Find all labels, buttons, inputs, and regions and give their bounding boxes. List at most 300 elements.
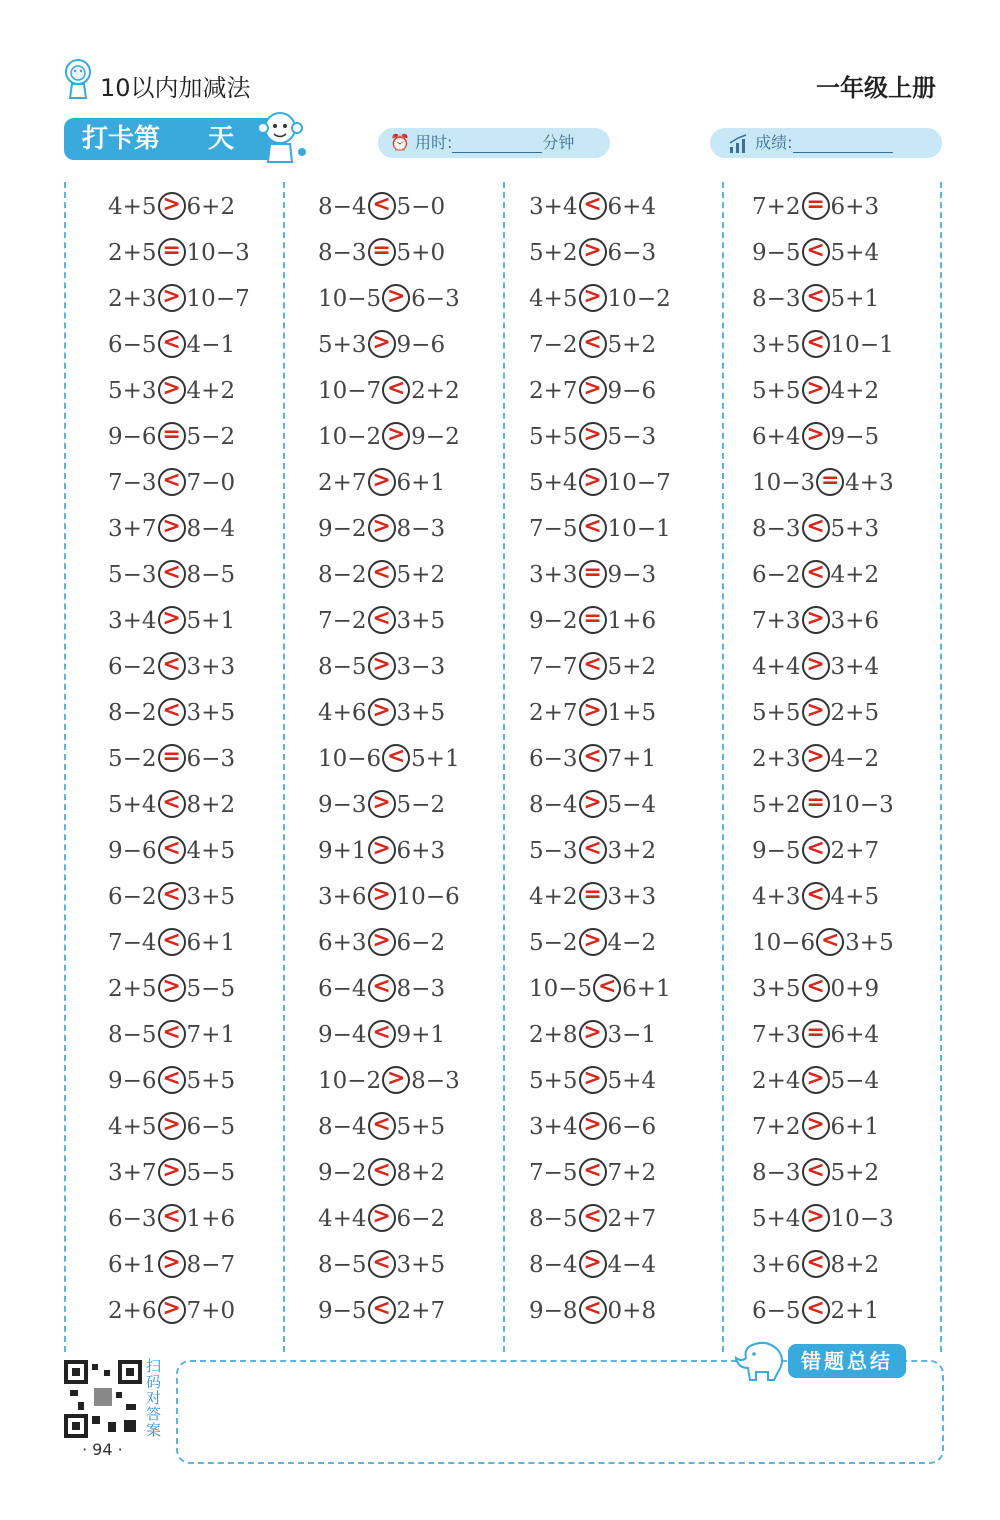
left-expression: 3+4 bbox=[108, 608, 157, 634]
answer-circle[interactable]: < bbox=[368, 1020, 396, 1048]
problem-row bbox=[529, 690, 656, 736]
right-expression: 3+4 bbox=[830, 654, 880, 680]
problem-row bbox=[318, 506, 445, 552]
answer-circle[interactable]: > bbox=[579, 1250, 607, 1278]
left-expression: 7−4 bbox=[108, 930, 157, 956]
answer-circle[interactable]: < bbox=[158, 882, 186, 910]
right-expression: 6−5 bbox=[186, 1114, 236, 1140]
problem-row bbox=[752, 1196, 894, 1242]
problem-row bbox=[752, 782, 894, 828]
left-expression: 3+4 bbox=[529, 1114, 578, 1140]
column-divider bbox=[503, 182, 505, 1352]
left-expression: 10−2 bbox=[318, 1068, 382, 1094]
answer-circle[interactable]: > bbox=[158, 1250, 186, 1278]
right-expression: 4+3 bbox=[845, 470, 894, 496]
left-expression: 4+5 bbox=[529, 286, 578, 312]
problem-row bbox=[529, 184, 656, 230]
left-expression: 2+7 bbox=[318, 470, 367, 496]
answer-circle[interactable]: = bbox=[158, 422, 186, 450]
answer-circle[interactable]: < bbox=[158, 790, 186, 818]
right-expression: 5−4 bbox=[830, 1068, 880, 1094]
left-expression: 5+3 bbox=[108, 378, 157, 404]
answer-circle[interactable]: < bbox=[158, 1020, 186, 1048]
left-expression: 7−3 bbox=[108, 470, 157, 496]
answer-circle[interactable]: = bbox=[802, 1020, 830, 1048]
problem-row bbox=[318, 1242, 445, 1288]
answer-circle[interactable]: > bbox=[368, 836, 396, 864]
answer-circle[interactable]: = bbox=[802, 192, 830, 220]
problem-row bbox=[529, 782, 656, 828]
right-expression: 10−2 bbox=[607, 286, 671, 312]
right-expression: 10−1 bbox=[607, 516, 671, 542]
answer-circle[interactable]: = bbox=[158, 744, 186, 772]
answer-circle[interactable]: = bbox=[579, 882, 607, 910]
right-expression: 3−3 bbox=[396, 654, 446, 680]
right-expression: 6−3 bbox=[186, 746, 236, 772]
answer-circle[interactable]: < bbox=[158, 468, 186, 496]
left-expression: 3+5 bbox=[752, 332, 801, 358]
answer-circle[interactable]: < bbox=[802, 238, 830, 266]
right-expression: 6−2 bbox=[396, 930, 446, 956]
left-expression: 7−7 bbox=[529, 654, 578, 680]
right-expression: 2+7 bbox=[607, 1206, 657, 1232]
answer-circle[interactable]: < bbox=[579, 1296, 607, 1324]
right-expression: 10−7 bbox=[607, 470, 671, 496]
answer-circle[interactable]: > bbox=[158, 376, 186, 404]
right-expression: 5+3 bbox=[830, 516, 880, 542]
answer-circle[interactable]: < bbox=[579, 652, 607, 680]
answer-circle[interactable]: < bbox=[802, 514, 830, 542]
problem-row bbox=[318, 874, 460, 920]
answer-circle[interactable]: > bbox=[368, 698, 396, 726]
answer-circle[interactable]: < bbox=[158, 698, 186, 726]
book-title: 10以内加减法 bbox=[100, 74, 251, 102]
right-expression: 10−3 bbox=[830, 792, 894, 818]
problem-row bbox=[108, 644, 235, 690]
problem-row bbox=[529, 1196, 656, 1242]
right-expression: 6+1 bbox=[396, 470, 446, 496]
left-expression: 10−5 bbox=[529, 976, 593, 1002]
left-expression: 5+5 bbox=[752, 378, 801, 404]
problem-row bbox=[318, 1058, 460, 1104]
problem-row bbox=[318, 1196, 445, 1242]
problem-row bbox=[752, 598, 879, 644]
answer-circle[interactable]: < bbox=[368, 606, 396, 634]
right-expression: 8+2 bbox=[186, 792, 236, 818]
problem-row bbox=[318, 828, 445, 874]
answer-circle[interactable]: < bbox=[816, 928, 844, 956]
answer-circle[interactable]: > bbox=[158, 284, 186, 312]
right-expression: 3+5 bbox=[186, 700, 236, 726]
left-expression: 5+5 bbox=[752, 700, 801, 726]
problem-row bbox=[108, 460, 235, 506]
right-expression: 9−2 bbox=[411, 424, 460, 450]
answer-circle[interactable]: < bbox=[593, 974, 621, 1002]
answer-circle[interactable]: > bbox=[579, 1066, 607, 1094]
problem-row bbox=[318, 1012, 445, 1058]
qr-code-icon[interactable] bbox=[64, 1360, 142, 1438]
answer-circle[interactable]: = bbox=[158, 238, 186, 266]
right-expression: 10−6 bbox=[396, 884, 460, 910]
answer-circle[interactable]: < bbox=[579, 744, 607, 772]
right-expression: 5+1 bbox=[830, 286, 880, 312]
problem-row bbox=[529, 460, 671, 506]
time-label: 用时: bbox=[415, 133, 453, 152]
left-expression: 3+6 bbox=[318, 884, 367, 910]
right-expression: 5+0 bbox=[396, 240, 446, 266]
answer-circle[interactable]: < bbox=[579, 192, 607, 220]
left-expression: 7−5 bbox=[529, 516, 578, 542]
left-expression: 6−2 bbox=[108, 654, 157, 680]
problem-row bbox=[318, 920, 445, 966]
right-expression: 2+5 bbox=[830, 700, 880, 726]
right-expression: 5−2 bbox=[396, 792, 446, 818]
left-expression: 3+7 bbox=[108, 1160, 157, 1186]
left-expression: 8−4 bbox=[318, 1114, 367, 1140]
problem-row bbox=[752, 828, 879, 874]
left-expression: 7+2 bbox=[752, 194, 801, 220]
left-expression: 7+3 bbox=[752, 608, 801, 634]
problem-row bbox=[752, 552, 879, 598]
problem-row bbox=[529, 506, 671, 552]
left-expression: 7−2 bbox=[529, 332, 578, 358]
grade-label: 一年级上册 bbox=[816, 74, 936, 102]
right-expression: 3+5 bbox=[845, 930, 894, 956]
answer-circle[interactable]: > bbox=[382, 284, 410, 312]
answer-circle[interactable]: = bbox=[579, 560, 607, 588]
left-expression: 8−4 bbox=[529, 1252, 578, 1278]
right-expression: 3−1 bbox=[607, 1022, 657, 1048]
answer-circle[interactable]: < bbox=[802, 560, 830, 588]
right-expression: 5+1 bbox=[186, 608, 236, 634]
answer-circle[interactable]: < bbox=[368, 1296, 396, 1324]
answer-circle[interactable]: > bbox=[158, 514, 186, 542]
answer-circle[interactable]: > bbox=[368, 652, 396, 680]
answer-circle[interactable]: > bbox=[579, 790, 607, 818]
problem-row bbox=[108, 782, 235, 828]
answer-circle[interactable]: > bbox=[368, 1204, 396, 1232]
monkey-mascot-icon bbox=[252, 108, 308, 166]
right-expression: 2+7 bbox=[830, 838, 880, 864]
right-expression: 9−6 bbox=[607, 378, 657, 404]
problem-row bbox=[108, 690, 235, 736]
answer-circle[interactable]: = bbox=[816, 468, 844, 496]
left-expression: 8−4 bbox=[529, 792, 578, 818]
time-unit: 分钟 bbox=[542, 133, 575, 152]
left-expression: 8−5 bbox=[108, 1022, 157, 1048]
problem-row bbox=[318, 1104, 445, 1150]
right-expression: 5+2 bbox=[607, 332, 657, 358]
problem-row bbox=[529, 1288, 656, 1334]
problem-row bbox=[752, 276, 879, 322]
problem-row bbox=[752, 920, 894, 966]
time-input[interactable] bbox=[452, 134, 542, 153]
problem-row bbox=[318, 736, 460, 782]
answer-circle[interactable]: > bbox=[579, 422, 607, 450]
right-expression: 10−3 bbox=[186, 240, 250, 266]
left-expression: 4+4 bbox=[318, 1206, 367, 1232]
problem-row bbox=[529, 1058, 656, 1104]
right-expression: 1+5 bbox=[607, 700, 657, 726]
right-expression: 0+9 bbox=[830, 976, 880, 1002]
answer-circle[interactable]: < bbox=[368, 192, 396, 220]
left-expression: 10−7 bbox=[318, 378, 382, 404]
left-expression: 8−3 bbox=[752, 516, 801, 542]
answer-circle[interactable]: > bbox=[158, 1296, 186, 1324]
left-expression: 5+2 bbox=[752, 792, 801, 818]
problem-row bbox=[108, 184, 235, 230]
problem-row bbox=[318, 598, 445, 644]
answer-circle[interactable]: > bbox=[802, 606, 830, 634]
answer-circle[interactable]: < bbox=[802, 1296, 830, 1324]
answer-circle[interactable]: < bbox=[579, 1158, 607, 1186]
elephant-icon bbox=[732, 1338, 790, 1382]
problem-row bbox=[752, 736, 879, 782]
answer-circle[interactable]: > bbox=[158, 606, 186, 634]
problem-row bbox=[529, 552, 656, 598]
left-expression: 9−3 bbox=[318, 792, 367, 818]
right-expression: 10−7 bbox=[186, 286, 250, 312]
problem-row bbox=[318, 460, 445, 506]
left-expression: 4+6 bbox=[318, 700, 367, 726]
answer-circle[interactable]: < bbox=[579, 330, 607, 358]
column-divider bbox=[283, 182, 285, 1352]
left-expression: 9−4 bbox=[318, 1022, 367, 1048]
answer-circle[interactable]: > bbox=[579, 376, 607, 404]
clock-icon: ⏰ bbox=[390, 133, 410, 152]
answer-circle[interactable]: < bbox=[158, 1066, 186, 1094]
answer-circle[interactable]: < bbox=[368, 560, 396, 588]
right-expression: 9+1 bbox=[396, 1022, 446, 1048]
answer-circle[interactable]: > bbox=[802, 422, 830, 450]
answer-circle[interactable]: < bbox=[158, 330, 186, 358]
answer-circle[interactable]: < bbox=[579, 836, 607, 864]
answer-circle[interactable]: < bbox=[802, 330, 830, 358]
left-expression: 9+1 bbox=[318, 838, 367, 864]
left-expression: 6+1 bbox=[108, 1252, 157, 1278]
answer-circle[interactable]: > bbox=[368, 514, 396, 542]
right-expression: 4−1 bbox=[186, 332, 236, 358]
left-expression: 10−3 bbox=[752, 470, 816, 496]
answer-circle[interactable]: > bbox=[579, 1112, 607, 1140]
problem-row bbox=[529, 1104, 656, 1150]
answer-circle[interactable]: > bbox=[368, 468, 396, 496]
answer-circle[interactable]: < bbox=[158, 560, 186, 588]
right-expression: 3+6 bbox=[830, 608, 880, 634]
left-expression: 4+4 bbox=[752, 654, 801, 680]
left-expression: 8−4 bbox=[318, 194, 367, 220]
problem-row bbox=[108, 828, 235, 874]
left-expression: 6−3 bbox=[529, 746, 578, 772]
answer-circle[interactable]: > bbox=[579, 284, 607, 312]
answer-circle[interactable]: < bbox=[158, 836, 186, 864]
left-expression: 4+2 bbox=[529, 884, 578, 910]
right-expression: 3+5 bbox=[186, 884, 236, 910]
time-field bbox=[378, 128, 610, 158]
answer-circle[interactable]: > bbox=[579, 238, 607, 266]
page-number: · 94 · bbox=[82, 1440, 123, 1459]
right-expression: 5−5 bbox=[186, 1160, 236, 1186]
answer-circle[interactable]: > bbox=[802, 698, 830, 726]
left-expression: 6+3 bbox=[318, 930, 367, 956]
problem-row bbox=[529, 644, 656, 690]
answer-circle[interactable]: > bbox=[802, 376, 830, 404]
problem-row bbox=[108, 1242, 235, 1288]
left-expression: 2+3 bbox=[752, 746, 801, 772]
problem-row bbox=[529, 230, 656, 276]
checkin-suffix: 天 bbox=[208, 124, 235, 154]
right-expression: 4+2 bbox=[186, 378, 236, 404]
left-expression: 6−2 bbox=[752, 562, 801, 588]
answer-circle[interactable]: < bbox=[382, 376, 410, 404]
answer-circle[interactable]: > bbox=[158, 974, 186, 1002]
right-expression: 8+2 bbox=[830, 1252, 880, 1278]
left-expression: 5+4 bbox=[108, 792, 157, 818]
answer-circle[interactable]: < bbox=[802, 284, 830, 312]
answer-circle[interactable]: > bbox=[368, 882, 396, 910]
problem-row bbox=[318, 782, 445, 828]
left-expression: 3+3 bbox=[529, 562, 578, 588]
left-expression: 6−2 bbox=[108, 884, 157, 910]
left-expression: 9−6 bbox=[108, 1068, 157, 1094]
left-expression: 6−5 bbox=[752, 1298, 801, 1324]
answer-circle[interactable]: > bbox=[802, 1112, 830, 1140]
answer-circle[interactable]: < bbox=[579, 514, 607, 542]
problem-row bbox=[318, 276, 460, 322]
answer-circle[interactable]: < bbox=[382, 744, 410, 772]
answer-circle[interactable]: < bbox=[802, 974, 830, 1002]
problem-row bbox=[529, 966, 671, 1012]
answer-circle[interactable]: > bbox=[368, 790, 396, 818]
problem-row bbox=[752, 1012, 879, 1058]
left-expression: 9−2 bbox=[318, 516, 367, 542]
answer-circle[interactable]: < bbox=[802, 1250, 830, 1278]
answer-circle[interactable]: < bbox=[579, 1204, 607, 1232]
problem-row bbox=[108, 506, 235, 552]
answer-circle[interactable]: < bbox=[368, 1158, 396, 1186]
answer-circle[interactable]: < bbox=[802, 1158, 830, 1186]
problem-row bbox=[108, 230, 250, 276]
problem-row bbox=[108, 1196, 235, 1242]
left-expression: 5+5 bbox=[529, 1068, 578, 1094]
left-expression: 2+5 bbox=[108, 240, 157, 266]
answer-circle[interactable]: > bbox=[579, 1020, 607, 1048]
answer-circle[interactable]: > bbox=[158, 1158, 186, 1186]
right-expression: 8−3 bbox=[396, 976, 446, 1002]
problem-row bbox=[108, 552, 235, 598]
left-expression: 8−5 bbox=[318, 1252, 367, 1278]
left-expression: 6−3 bbox=[108, 1206, 157, 1232]
right-expression: 6+3 bbox=[830, 194, 880, 220]
answer-circle[interactable]: = bbox=[579, 606, 607, 634]
answer-circle[interactable]: < bbox=[158, 652, 186, 680]
answer-circle[interactable]: > bbox=[802, 1204, 830, 1232]
right-expression: 4−2 bbox=[830, 746, 880, 772]
column-divider bbox=[64, 182, 66, 1352]
right-expression: 7+1 bbox=[186, 1022, 236, 1048]
answer-circle[interactable]: < bbox=[158, 1204, 186, 1232]
problem-row bbox=[752, 506, 879, 552]
right-expression: 5−2 bbox=[186, 424, 236, 450]
problem-row bbox=[318, 1288, 445, 1334]
answer-circle[interactable]: < bbox=[802, 836, 830, 864]
answer-circle[interactable]: > bbox=[368, 928, 396, 956]
answer-circle[interactable]: > bbox=[579, 698, 607, 726]
mistake-summary-label: 错题总结 bbox=[788, 1344, 906, 1378]
answer-circle[interactable]: < bbox=[158, 928, 186, 956]
lion-logo-icon bbox=[62, 58, 94, 100]
problem-row bbox=[318, 552, 445, 598]
answer-circle[interactable]: = bbox=[802, 790, 830, 818]
left-expression: 9−2 bbox=[318, 1160, 367, 1186]
answer-circle[interactable]: = bbox=[368, 238, 396, 266]
left-expression: 6−4 bbox=[318, 976, 367, 1002]
problem-row bbox=[318, 690, 445, 736]
answer-circle[interactable]: > bbox=[158, 192, 186, 220]
right-expression: 8−3 bbox=[396, 516, 446, 542]
right-expression: 7+0 bbox=[186, 1298, 236, 1324]
problem-row bbox=[318, 368, 460, 414]
answer-circle[interactable]: > bbox=[579, 468, 607, 496]
right-expression: 5−5 bbox=[186, 976, 236, 1002]
score-input[interactable] bbox=[793, 134, 893, 153]
answer-circle[interactable]: > bbox=[802, 1066, 830, 1094]
left-expression: 3+6 bbox=[752, 1252, 801, 1278]
answer-circle[interactable]: > bbox=[802, 652, 830, 680]
answer-circle[interactable]: > bbox=[802, 744, 830, 772]
problem-row bbox=[752, 690, 879, 736]
problem-row bbox=[529, 276, 671, 322]
answer-circle[interactable]: > bbox=[382, 422, 410, 450]
left-expression: 8−3 bbox=[752, 286, 801, 312]
right-expression: 8−4 bbox=[186, 516, 236, 542]
problem-row bbox=[318, 644, 445, 690]
problem-row bbox=[108, 368, 235, 414]
checkin-prefix: 打卡第 bbox=[82, 124, 161, 154]
right-expression: 0+8 bbox=[607, 1298, 657, 1324]
left-expression: 8−5 bbox=[529, 1206, 578, 1232]
problem-row bbox=[752, 644, 879, 690]
right-expression: 3+3 bbox=[607, 884, 657, 910]
right-expression: 6+1 bbox=[622, 976, 671, 1002]
answer-circle[interactable]: > bbox=[368, 330, 396, 358]
answer-circle[interactable]: > bbox=[158, 1112, 186, 1140]
left-expression: 9−5 bbox=[318, 1298, 367, 1324]
right-expression: 6+4 bbox=[830, 1022, 880, 1048]
left-expression: 9−6 bbox=[108, 424, 157, 450]
problem-row bbox=[318, 1150, 445, 1196]
problem-row bbox=[752, 1150, 879, 1196]
score-field bbox=[710, 128, 942, 158]
right-expression: 4+5 bbox=[830, 884, 880, 910]
right-expression: 3+5 bbox=[396, 700, 446, 726]
left-expression: 5+4 bbox=[752, 1206, 801, 1232]
answer-circle[interactable]: > bbox=[382, 1066, 410, 1094]
answer-circle[interactable]: < bbox=[802, 882, 830, 910]
right-expression: 5+5 bbox=[186, 1068, 236, 1094]
problem-row bbox=[108, 598, 235, 644]
problem-row bbox=[108, 966, 235, 1012]
answer-circle[interactable]: < bbox=[368, 1112, 396, 1140]
problem-row bbox=[752, 1288, 879, 1334]
answer-circle[interactable]: < bbox=[368, 974, 396, 1002]
answer-circle[interactable]: < bbox=[368, 1250, 396, 1278]
left-expression: 4+5 bbox=[108, 1114, 157, 1140]
problem-row bbox=[752, 460, 894, 506]
problem-row bbox=[752, 966, 879, 1012]
answer-circle[interactable]: > bbox=[579, 928, 607, 956]
right-expression: 10−1 bbox=[830, 332, 894, 358]
